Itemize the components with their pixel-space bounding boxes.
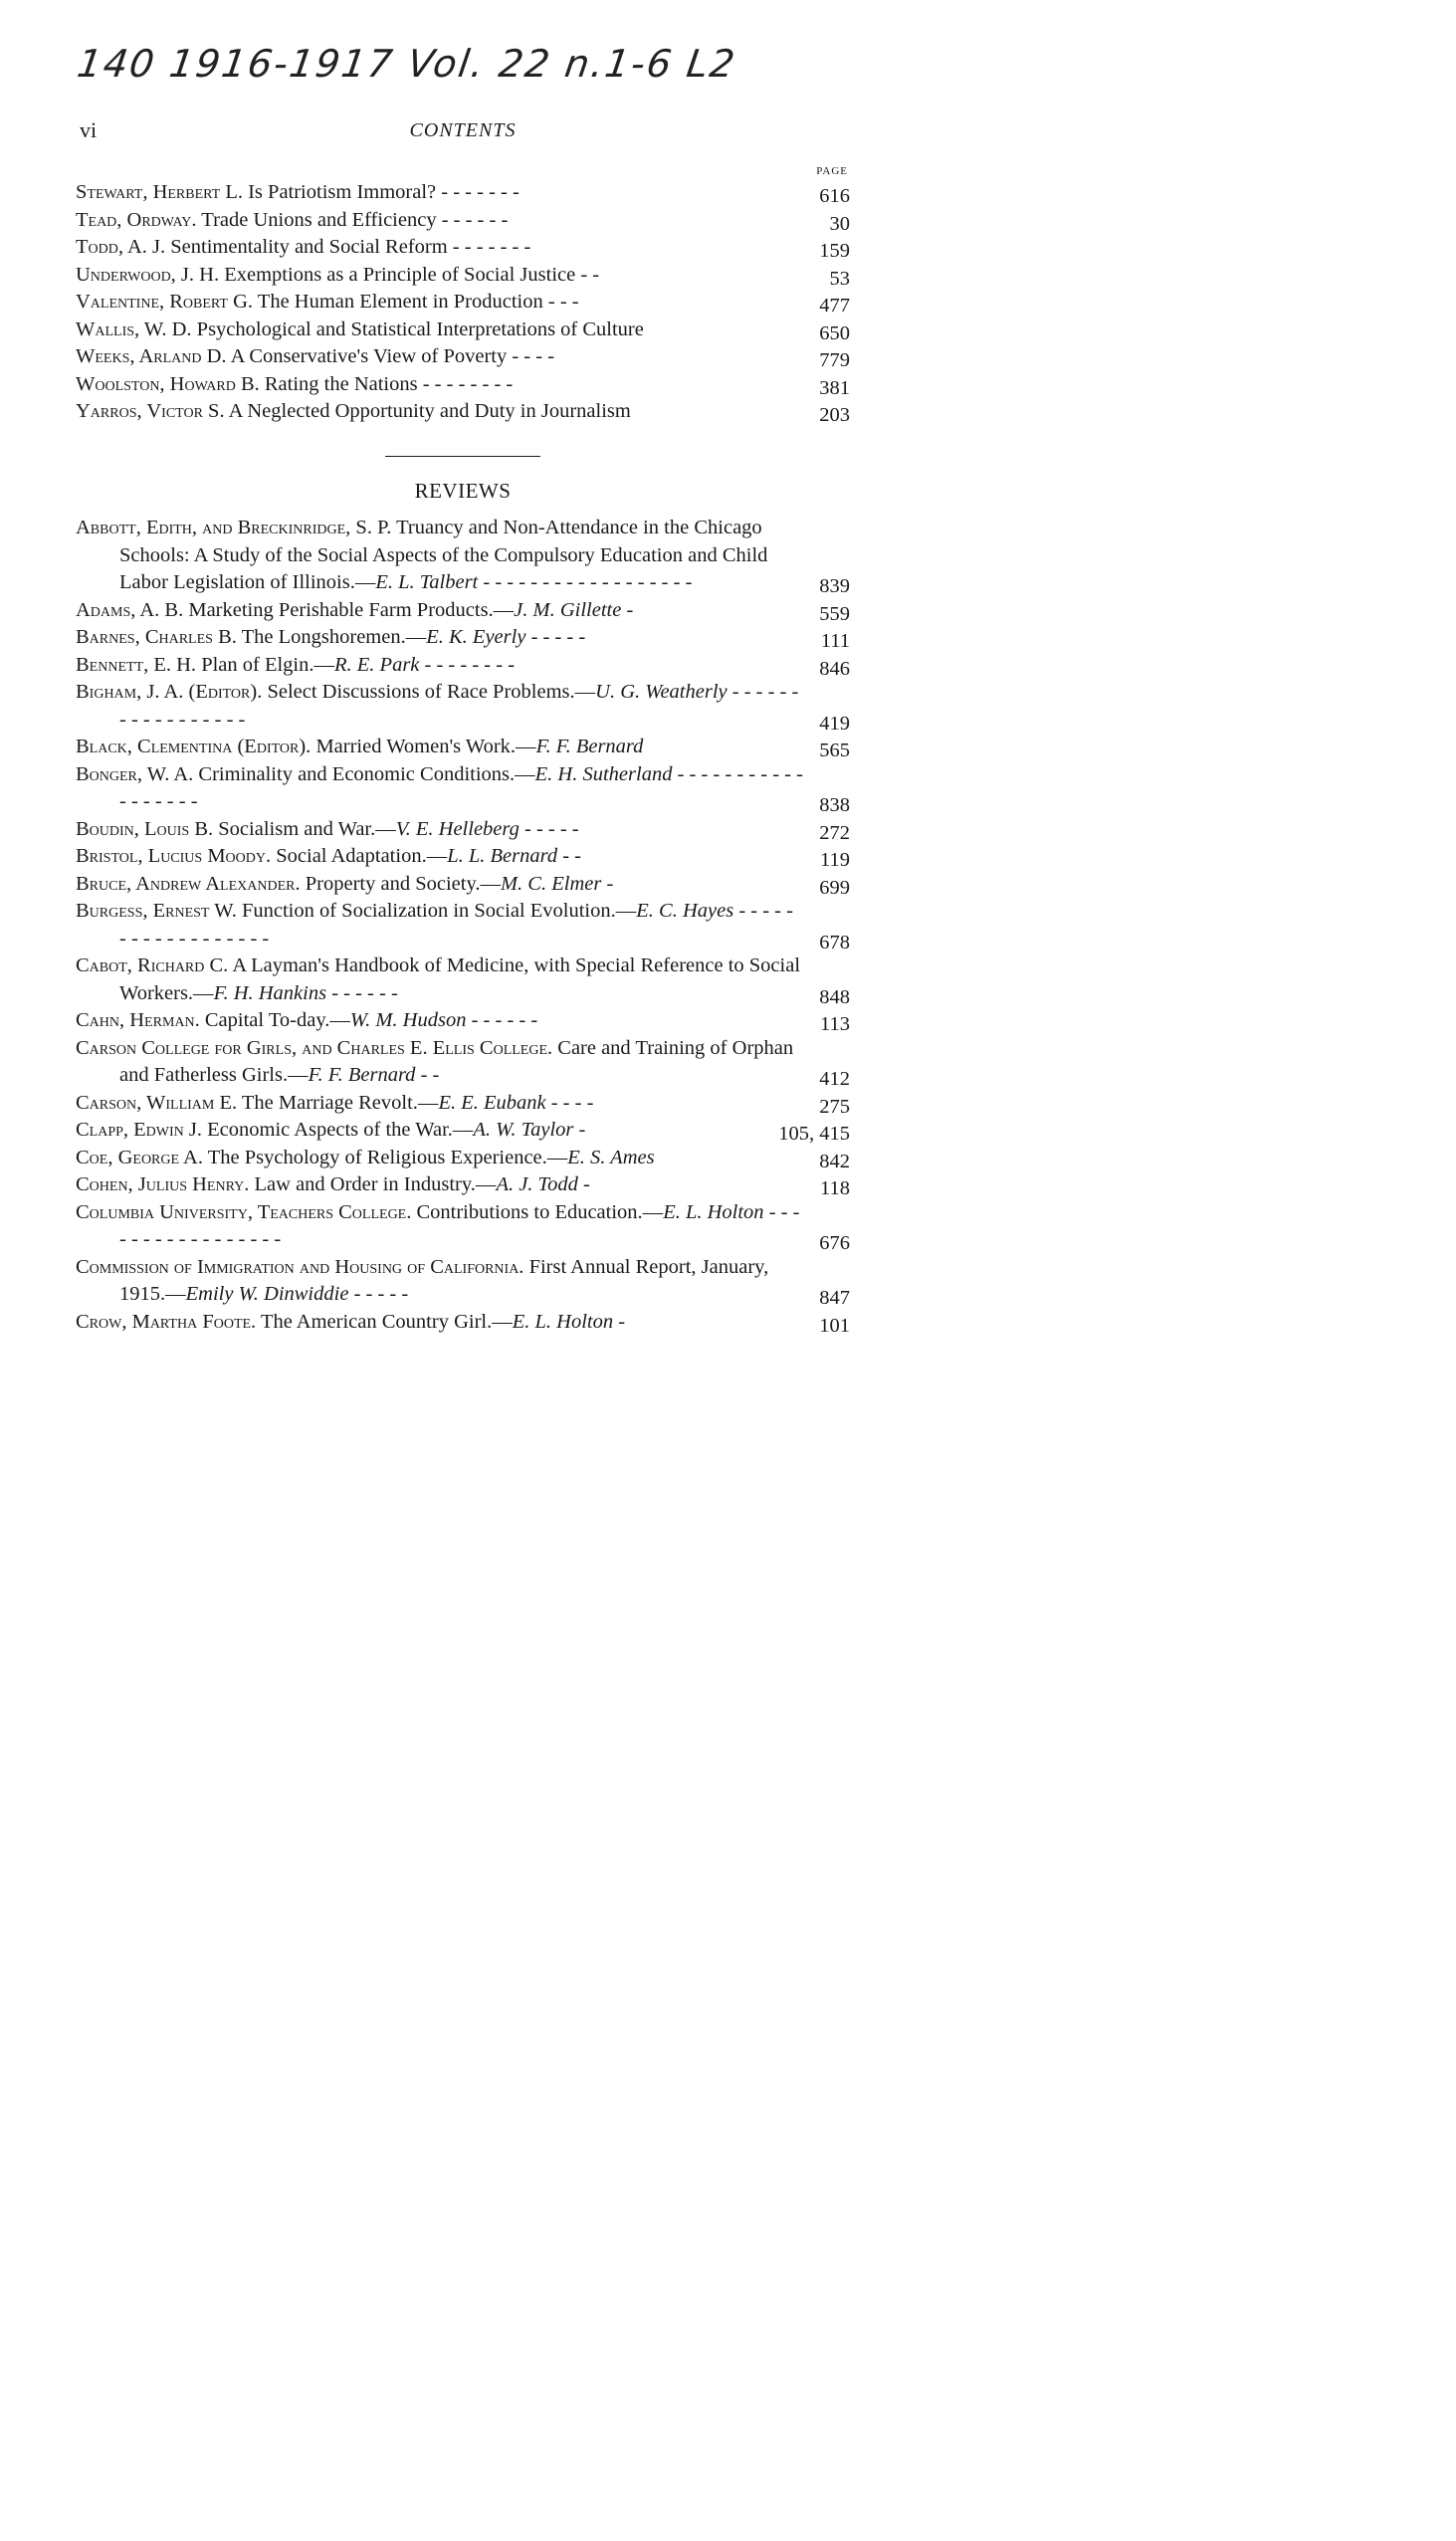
entry-author: Bristol, Lucius Moody. — [76, 845, 272, 867]
entry-reviewer: Emily W. Dinwiddie — [185, 1283, 349, 1305]
contents-entry — [76, 953, 850, 1007]
entry-author: Bruce, Andrew Alexander. — [76, 872, 301, 895]
page-number: vi — [80, 117, 98, 142]
entry-title: Exemptions as a Principle of Social Justice - - — [224, 263, 600, 286]
entry-author: Bonger, W. A. — [76, 762, 194, 785]
entry-leader: - - - - - - - - - - - - - - - - - - — [478, 571, 693, 593]
contents-entry — [76, 816, 850, 844]
articles-list — [76, 179, 850, 426]
entry-text — [76, 371, 804, 399]
entry-leader: - - - - - — [348, 1283, 409, 1305]
entry-page: 203 — [819, 404, 850, 426]
contents-entry — [76, 898, 850, 953]
entry-author: Carson College for Girls, and Charles E. Ellis College. — [76, 1036, 553, 1059]
entry-title: Contributions to Education.— — [416, 1200, 664, 1223]
entry-text — [76, 734, 804, 761]
entry-page: 699 — [819, 876, 850, 899]
entry-page: 838 — [819, 794, 850, 816]
entry-page: 272 — [819, 821, 850, 844]
entry-title: Capital To-day.— — [204, 1009, 350, 1031]
entry-author: Commission of Immigration and Housing of California. — [76, 1255, 524, 1278]
entry-leader: - - - - — [545, 1091, 594, 1114]
entry-page: 676 — [819, 1232, 850, 1254]
entry-page: 559 — [819, 602, 850, 625]
entry-leader: - - — [557, 845, 581, 867]
entry-title: Property and Society.— — [305, 872, 501, 895]
entry-page: 119 — [820, 849, 850, 871]
entry-leader: - — [577, 1173, 590, 1195]
entry-leader: - — [601, 872, 614, 895]
entry-page: 159 — [819, 240, 850, 262]
entry-title: Function of Socialization in Social Evolution.— — [241, 900, 637, 922]
entry-author: Crow, Martha Foote. — [76, 1310, 257, 1333]
entry-text — [76, 1254, 804, 1309]
entry-author: Valentine, Robert G. — [76, 291, 254, 313]
contents-entry — [76, 597, 850, 625]
entry-author: Wallis, W. D. — [76, 318, 192, 340]
entry-reviewer: F. F. Bernard — [308, 1064, 416, 1086]
entry-text — [76, 1171, 804, 1199]
entry-author: Cohen, Julius Henry. — [76, 1173, 250, 1195]
entry-title: Plan of Elgin.— — [201, 653, 334, 676]
contents-entry — [76, 1171, 850, 1199]
contents-entry — [76, 1007, 850, 1035]
entry-reviewer: L. L. Bernard — [447, 845, 558, 867]
entry-author: Underwood, J. H. — [76, 263, 220, 286]
entry-author: Boudin, Louis B. — [76, 817, 214, 840]
entry-leader: - - - - - - — [326, 981, 398, 1004]
contents-entry — [76, 1254, 850, 1309]
entry-title: The Marriage Revolt.— — [241, 1091, 439, 1114]
section-divider — [385, 456, 540, 458]
entry-text — [76, 515, 804, 597]
entry-text — [76, 343, 804, 371]
entry-reviewer: E. S. Ames — [567, 1146, 655, 1168]
entry-title: Social Adaptation.— — [276, 845, 448, 867]
entry-title: Economic Aspects of the War.— — [207, 1119, 474, 1141]
entry-reviewer: E. L. Holton — [512, 1310, 614, 1333]
entry-leader: - - — [415, 1064, 440, 1086]
entry-author: Burgess, Ernest W. — [76, 900, 237, 922]
entry-reviewer: A. J. Todd — [496, 1173, 578, 1195]
contents-entry — [76, 343, 850, 371]
entry-author: Carson, William E. — [76, 1091, 238, 1114]
entry-title: The American Country Girl.— — [260, 1310, 513, 1333]
entry-reviewer: V. E. Helleberg — [395, 817, 520, 840]
contents-entry — [76, 761, 850, 816]
entry-page: 275 — [819, 1095, 850, 1118]
entry-leader: - - - - - — [519, 817, 579, 840]
entry-author: Bigham, J. A. (Editor). — [76, 681, 263, 703]
entry-reviewer: E. L. Holton — [663, 1200, 764, 1223]
entry-leader: - - - - - - - - - - - - - - - - - — [119, 681, 799, 731]
contents-entry — [76, 289, 850, 317]
entry-title: Criminality and Economic Conditions.— — [198, 762, 535, 785]
entry-page: 779 — [819, 349, 850, 371]
entry-author: Tead, Ordway. — [76, 208, 197, 231]
entry-title: The Longshoremen.— — [241, 626, 427, 648]
contents-entry — [76, 1309, 850, 1337]
entry-page: 118 — [820, 1177, 850, 1199]
entry-reviewer: E. E. Eubank — [438, 1091, 546, 1114]
entry-text — [76, 1199, 804, 1254]
entry-page: 53 — [829, 267, 850, 290]
page-header — [80, 117, 846, 153]
entry-text — [76, 234, 804, 262]
entry-title: Select Discussions of Race Problems.— — [267, 681, 596, 703]
entry-title: A Conservative's View of Poverty - - - - — [230, 345, 555, 367]
entry-page: 846 — [819, 657, 850, 680]
entry-author: Barnes, Charles B. — [76, 626, 237, 648]
entry-page: 847 — [819, 1287, 850, 1309]
entry-title: Married Women's Work.— — [315, 736, 536, 757]
entry-text — [76, 289, 804, 317]
entry-page: 616 — [819, 185, 850, 207]
entry-author: Clapp, Edwin J. — [76, 1119, 203, 1141]
entry-page: 848 — [819, 985, 850, 1008]
entry-text — [76, 207, 804, 235]
entry-text — [76, 871, 804, 899]
entry-title: Rating the Nations - - - - - - - - — [264, 372, 514, 395]
entry-title: Sentimentality and Social Reform - - - - - - - — [170, 236, 531, 258]
contents-entry — [76, 262, 850, 290]
contents-entry — [76, 1199, 850, 1254]
entry-text — [76, 1007, 804, 1035]
entry-author: Weeks, Arland D. — [76, 345, 227, 367]
contents-entry — [76, 624, 850, 652]
entry-reviewer: E. C. Hayes — [636, 900, 734, 922]
entry-author: Yarros, Victor S. — [76, 400, 225, 422]
entry-page: 105, 415 — [778, 1123, 850, 1145]
entry-text — [76, 1145, 804, 1172]
entry-text — [76, 624, 804, 652]
entry-text — [76, 953, 804, 1007]
reviews-list — [76, 515, 850, 1336]
entry-text — [76, 179, 804, 207]
contents-entry — [76, 371, 850, 399]
entry-text — [76, 679, 804, 734]
entry-author: Coe, George A. — [76, 1146, 203, 1168]
entry-text — [76, 1117, 772, 1145]
entry-leader: - - - - - - - - - - - - - - - - - - — [119, 900, 793, 950]
entry-leader: - — [613, 1310, 626, 1333]
entry-text — [76, 262, 804, 290]
entry-leader: - - - - - - - - - - - - - - - - - — [119, 1200, 800, 1250]
contents-entry — [76, 1090, 850, 1118]
entry-reviewer: U. G. Weatherly — [595, 681, 728, 703]
contents-entry — [76, 1145, 850, 1172]
entry-title: First Annual Report, January, 1915.— — [119, 1255, 769, 1305]
entry-reviewer: F. H. Hankins — [213, 981, 327, 1004]
entry-title: The Human Element in Production - - - — [257, 291, 579, 313]
entry-author: Cabot, Richard C. — [76, 954, 229, 976]
entry-reviewer: M. C. Elmer — [500, 872, 602, 895]
entry-reviewer: E. L. Talbert — [375, 571, 479, 593]
contents-entry — [76, 652, 850, 680]
contents-entry — [76, 234, 850, 262]
entry-text — [76, 398, 804, 426]
entry-reviewer: A. W. Taylor — [473, 1119, 574, 1141]
entry-reviewer: R. E. Park — [334, 653, 420, 676]
entry-page: 113 — [820, 1013, 850, 1035]
entry-reviewer: W. M. Hudson — [349, 1009, 467, 1031]
entry-title: A Layman's Handbook of Medicine, with Special Reference to Social Workers.— — [119, 954, 801, 1004]
entry-author: Bennett, E. H. — [76, 653, 197, 676]
entry-title: Psychological and Statistical Interpretations of Culture — [196, 318, 644, 340]
entry-text — [76, 652, 804, 680]
entry-title: Truancy and Non-Attendance in the Chicago Schools: A Study of the Social Aspects of the Compulsory Education and Child Labor Legislation of Illinois.— — [119, 517, 768, 593]
entry-page: 839 — [819, 575, 850, 597]
entry-leader: - - - - - - — [466, 1009, 538, 1031]
entry-title: The Psychology of Religious Experience.— — [207, 1146, 568, 1168]
entry-leader: - - - - - - - - — [419, 653, 516, 676]
entry-page: 477 — [819, 295, 850, 317]
contents-entry — [76, 398, 850, 426]
entry-text — [76, 843, 804, 871]
entry-leader: - — [573, 1119, 586, 1141]
entry-leader: - — [621, 598, 634, 621]
entry-title: A Neglected Opportunity and Duty in Journalism — [228, 400, 631, 422]
entry-author: Abbott, Edith, and Breckinridge, S. P. — [76, 517, 392, 538]
entry-text — [76, 1035, 804, 1090]
entry-leader: - - - - - — [525, 626, 586, 648]
contents-entry — [76, 515, 850, 597]
entry-reviewer: F. F. Bernard — [535, 736, 644, 757]
entry-author: Woolston, Howard B. — [76, 372, 260, 395]
contents-entry — [76, 871, 850, 899]
entry-author: Stewart, Herbert L. — [76, 181, 243, 203]
entry-text — [76, 1090, 804, 1118]
contents-entry — [76, 207, 850, 235]
entry-text — [76, 597, 804, 625]
entry-text — [76, 816, 804, 844]
entry-text — [76, 898, 804, 953]
contents-entry — [76, 317, 850, 344]
contents-entry — [76, 734, 850, 761]
page-column-heading: PAGE — [816, 165, 848, 177]
entry-title: Is Patriotism Immoral? - - - - - - - — [248, 181, 520, 203]
entry-title: Marketing Perishable Farm Products.— — [188, 598, 515, 621]
entry-author: Todd, A. J. — [76, 236, 166, 258]
entry-author: Columbia University, Teachers College. — [76, 1200, 412, 1223]
entry-title: Socialism and War.— — [218, 817, 396, 840]
entry-reviewer: J. M. Gillette — [514, 598, 622, 621]
entry-page: 30 — [829, 212, 850, 235]
entry-author: Cahn, Herman. — [76, 1009, 200, 1031]
entry-page: 381 — [819, 376, 850, 399]
entry-author: Black, Clementina (Editor). — [76, 736, 312, 757]
entry-title: Trade Unions and Efficiency - - - - - - — [201, 208, 509, 231]
entry-page: 650 — [819, 321, 850, 344]
entry-reviewer: E. K. Eyerly — [426, 626, 526, 648]
entry-text — [76, 1309, 804, 1337]
entry-title: Care and Training of Orphan and Fatherless Girls.— — [119, 1036, 794, 1086]
entry-title: Law and Order in Industry.— — [254, 1173, 497, 1195]
entry-page: 111 — [820, 630, 850, 652]
entry-reviewer: E. H. Sutherland — [534, 762, 673, 785]
entry-author: Adams, A. B. — [76, 598, 184, 621]
entry-text — [76, 317, 804, 344]
entry-text — [76, 761, 804, 816]
reviews-heading: REVIEWS — [414, 479, 512, 503]
contents-entry — [76, 843, 850, 871]
handwritten-annotation: 140 1916-1917 Vol. 22 n.1-6 L2 — [74, 42, 739, 86]
contents-entry — [76, 679, 850, 734]
running-title: CONTENTS — [409, 119, 517, 141]
entry-page: 412 — [819, 1068, 850, 1090]
entry-page: 678 — [819, 931, 850, 953]
contents-entry — [76, 1117, 850, 1145]
entry-page: 419 — [819, 712, 850, 735]
contents-entry — [76, 179, 850, 207]
contents-entry — [76, 1035, 850, 1090]
entry-leader: - - - - - - - - - - - - - - - - - - — [119, 762, 803, 812]
entry-page: 565 — [819, 740, 850, 761]
contents-body — [76, 165, 850, 1336]
entry-page: 842 — [819, 1150, 850, 1172]
entry-page: 101 — [819, 1314, 850, 1337]
